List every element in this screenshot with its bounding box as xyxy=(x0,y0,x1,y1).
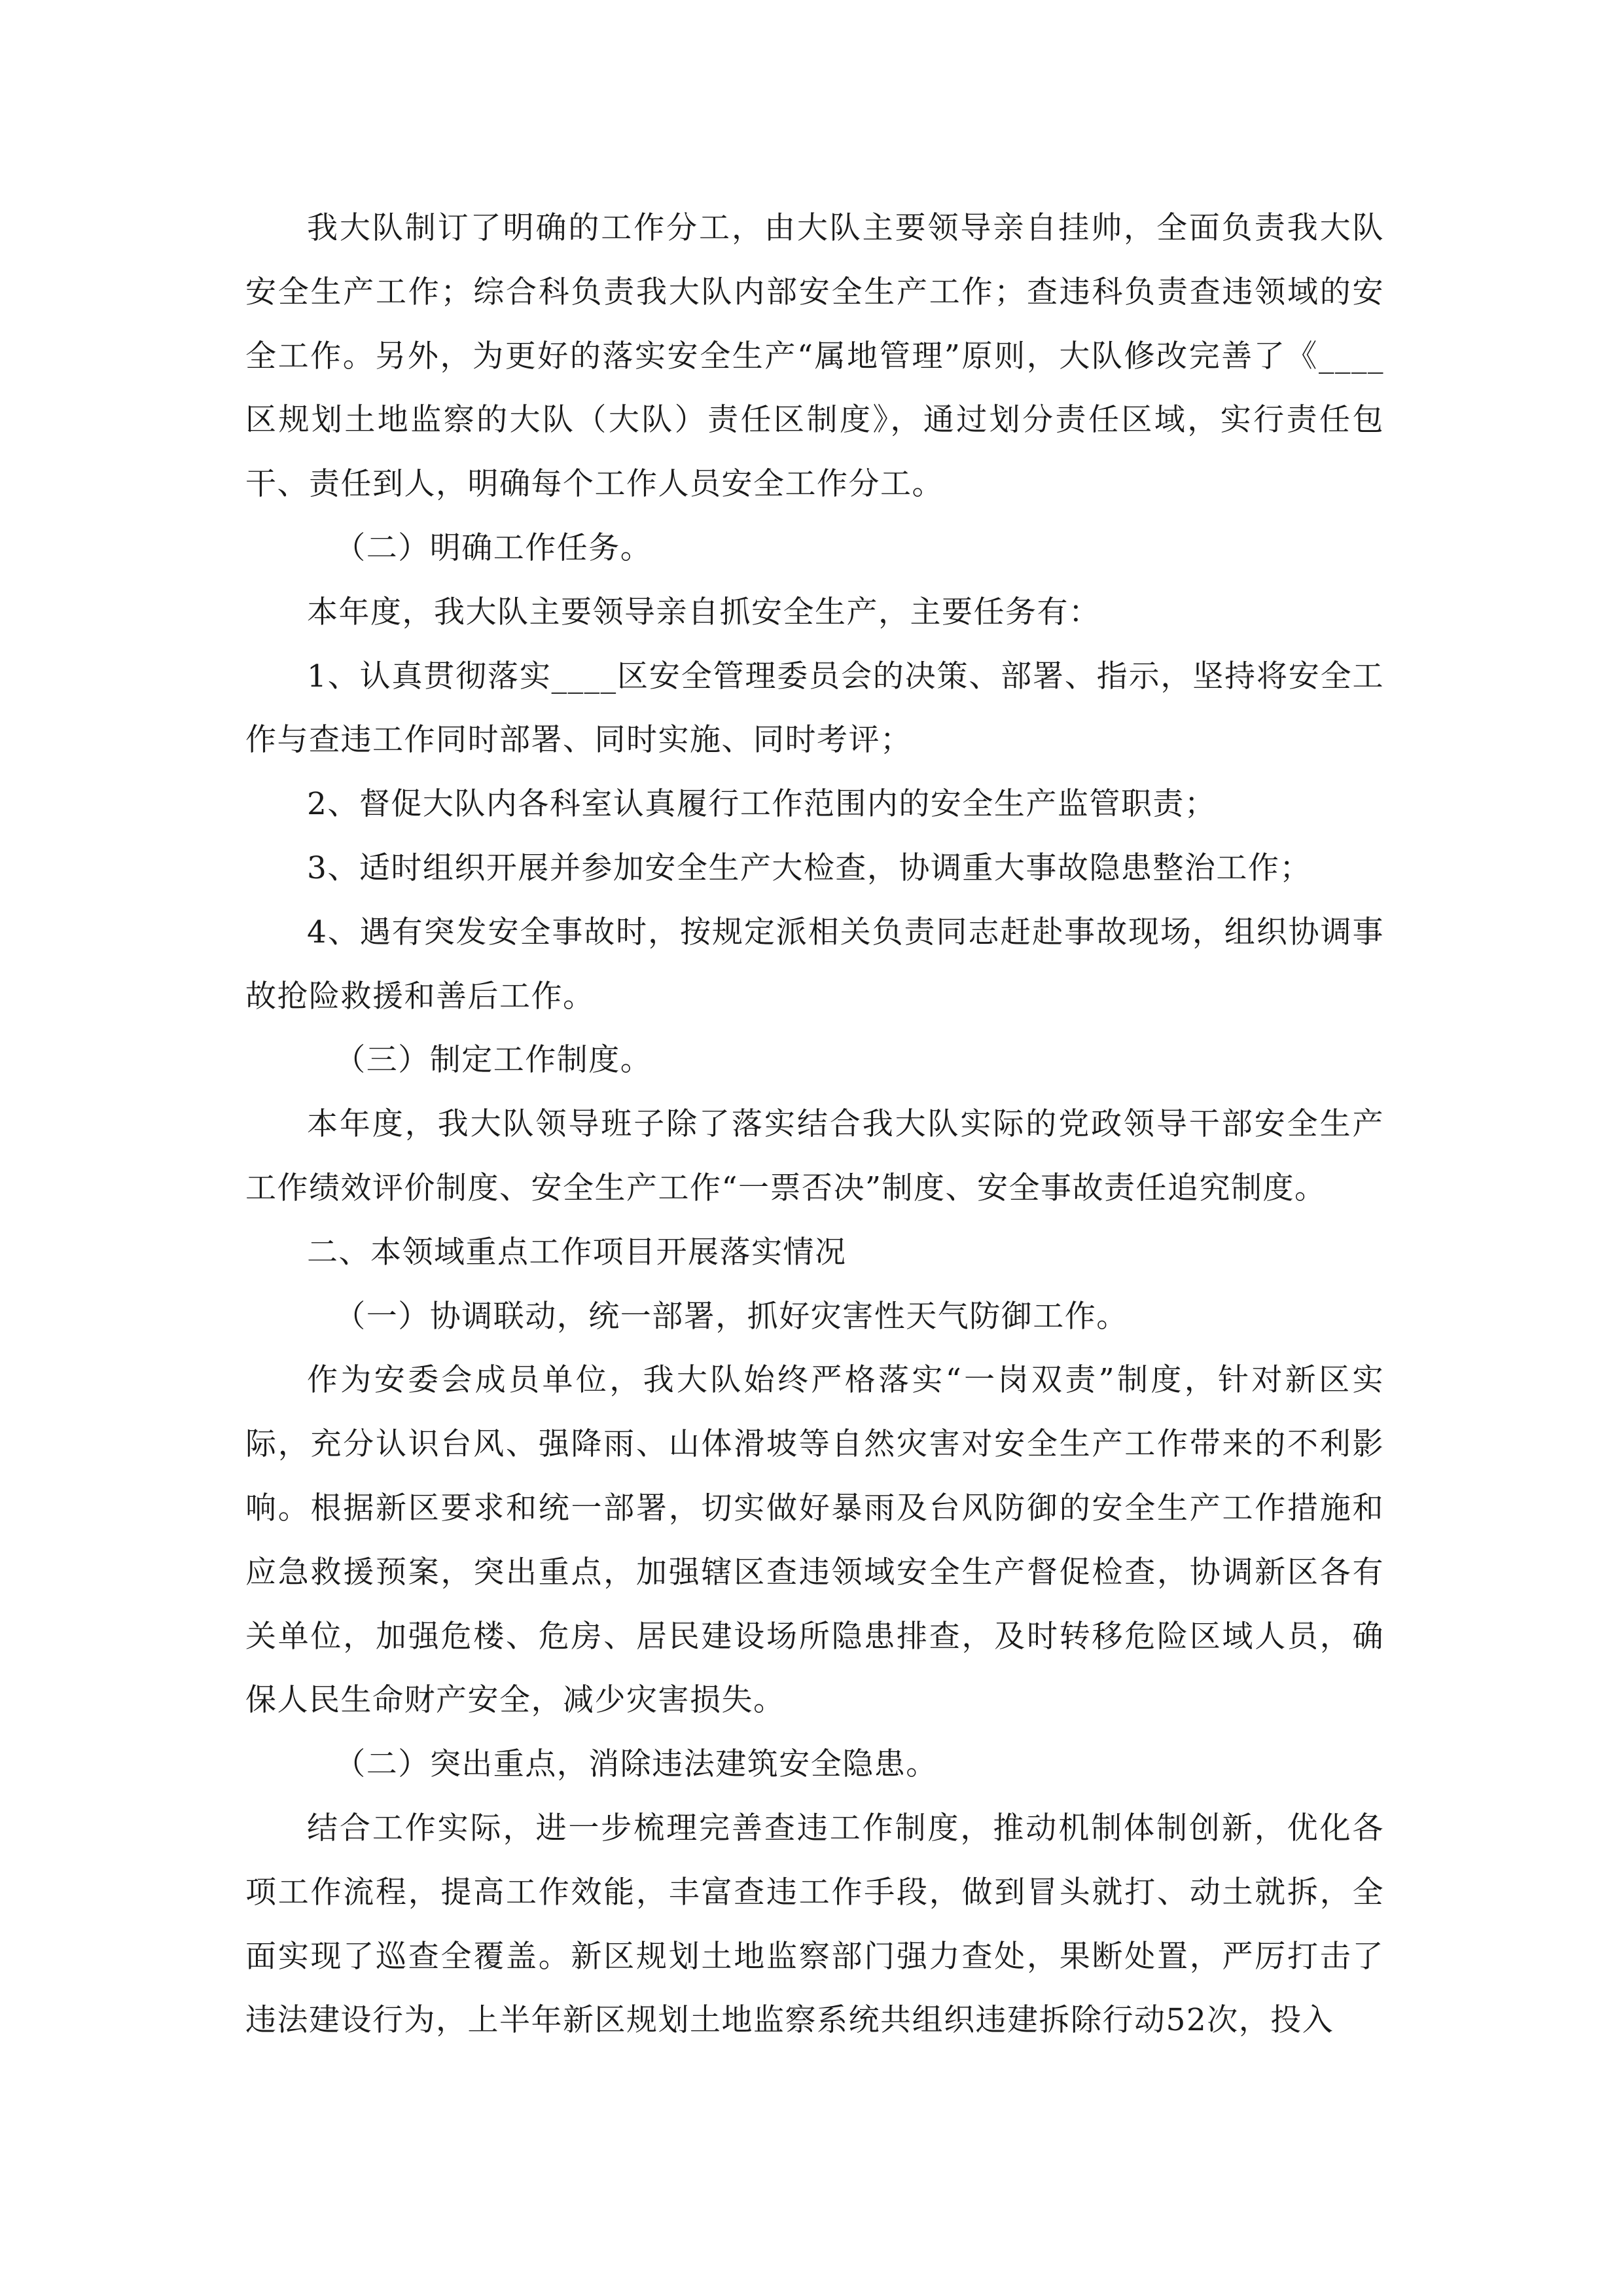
section-heading-work-tasks: （二）明确工作任务。 xyxy=(334,529,652,566)
section-heading-disaster-defense: （一）协调联动，统一部署，抓好灾害性天气防御工作。 xyxy=(334,1298,1128,1335)
list-item-task-3: 3、适时组织开展并参加安全生产大检查，协调重大事故隐患整治工作； xyxy=(307,850,1311,886)
section-heading-illegal-buildings: （二）突出重点，消除违法建筑安全隐患。 xyxy=(334,1746,938,1783)
list-item-task-2: 2、督促大队内各科室认真履行工作范围内的安全生产监管职责； xyxy=(307,786,1217,823)
document-body xyxy=(245,196,1384,2053)
list-item-task-4: 4、遇有突发安全事故时，按规定派相关负责同志赶赴事故现场，组织协调事故抢险救援和善后工作。 xyxy=(245,914,1384,1014)
paragraph-division-of-work: 我大队制订了明确的工作分工，由大队主要领导亲自挂帅，全面负责我大队安全生产工作；综合科负责我大队内部安全生产工作；查违科负责查违领域的安全工作。另外，为更好的落实安全生产“属地管理”原则，大队修改完善了《____区规划土地监察的大队（大队）责任区制度》，通过划分责任区域，实行责任包干、责任到人，明确每个工作人员安全工作分工。 xyxy=(245,210,1384,503)
paragraph-annual-tasks-intro: 本年度，我大队主要领导亲自抓安全生产，主要任务有： xyxy=(307,594,1101,630)
paragraph-illegal-buildings: 结合工作实际，进一步梳理完善查违工作制度，推动机制体制创新，优化各项工作流程，提高工作效能，丰富查违工作手段，做到冒头就打、动土就拆，全面实现了巡查全覆盖。新区规划土地监察部门强力查处，果断处置，严厉打击了违法建设行为，上半年新区规划土地监察系统共组织违建拆除行动52次，投入 xyxy=(245,1810,1384,2039)
list-item-task-1: 1、认真贯彻落实____区安全管理委员会的决策、部署、指示，坚持将安全工作与查违工作同时部署、同时实施、同时考评； xyxy=(245,658,1384,759)
section-heading-key-projects: 二、本领域重点工作项目开展落实情况 xyxy=(307,1234,847,1270)
paragraph-disaster-defense: 作为安委会成员单位，我大队始终严格落实“一岗双责”制度，针对新区实际，充分认识台风、强降雨、山体滑坡等自然灾害对安全生产工作带来的不利影响。根据新区要求和统一部署，切实做好暴雨及台风防御的安全生产工作措施和应急救援预案，突出重点，加强辖区查违领域安全生产督促检查，协调新区各有关单位，加强危楼、危房、居民建设场所隐患排查，及时转移危险区域人员，确保人民生命财产安全，减少灾害损失。 xyxy=(245,1362,1384,1719)
paragraph-work-system: 本年度，我大队领导班子除了落实结合我大队实际的党政领导干部安全生产工作绩效评价制度、安全生产工作“一票否决”制度、安全事故责任追究制度。 xyxy=(245,1106,1384,1206)
section-heading-work-system: （三）制定工作制度。 xyxy=(334,1042,652,1079)
